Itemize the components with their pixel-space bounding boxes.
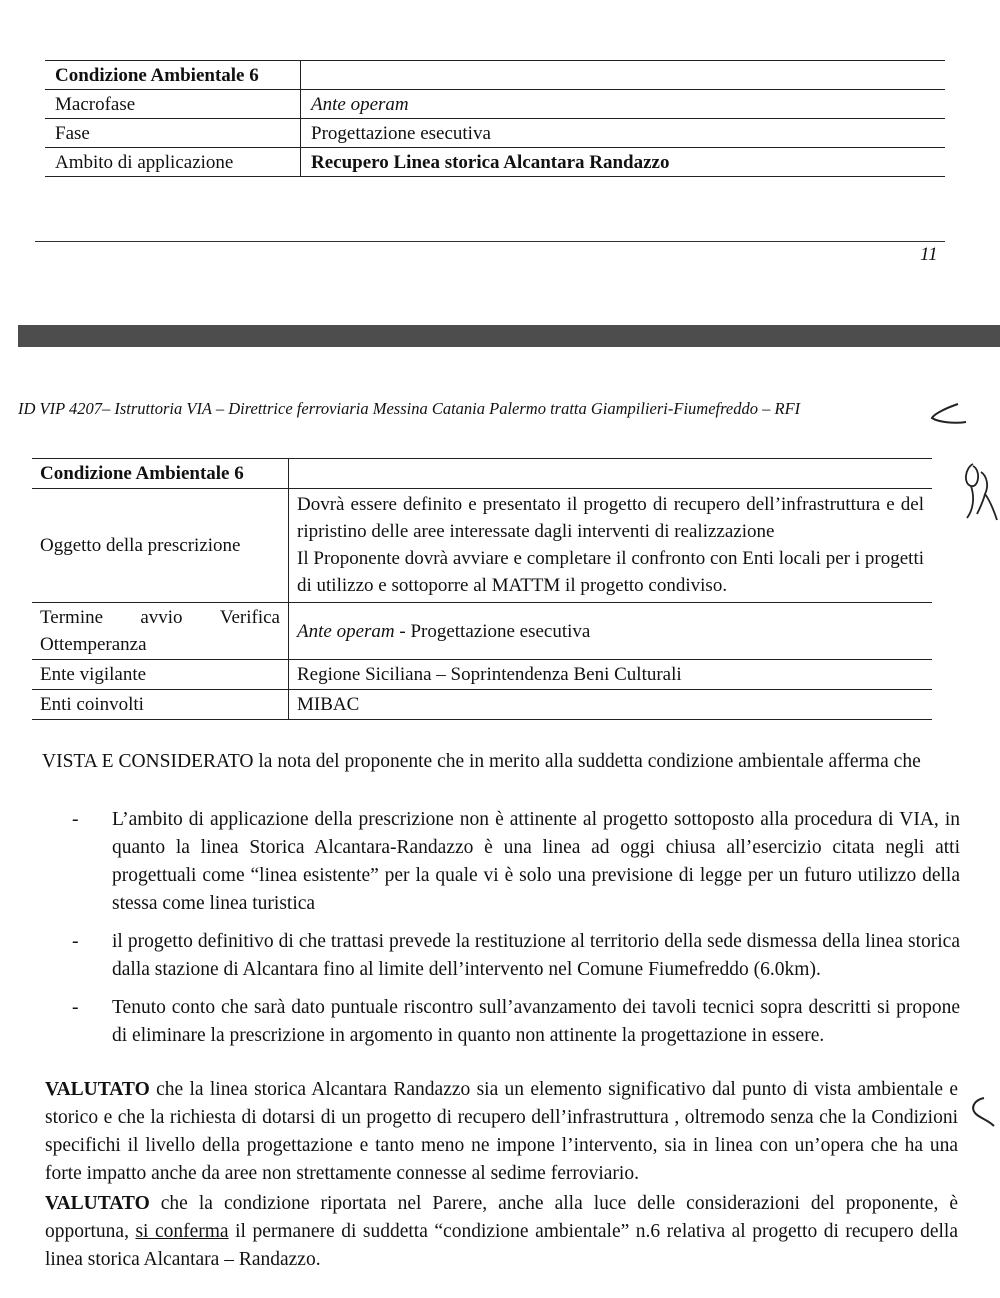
oggetto-text-1: Dovrà essere definito e presentato il progetto di recupero dell’infrastruttura e del ripristino delle aree interessate dagli interventi di realizzazione (297, 494, 924, 542)
row-value: Ante operam (311, 93, 409, 115)
list-item (60, 928, 960, 984)
row-value-rest: - Progettazione esecutiva (394, 620, 591, 642)
table-heading: Condizione Ambientale 6 (45, 61, 301, 90)
bullet-text: Tenuto conto che sarà dato puntuale riscontro sull’avanzamento dei tavoli tecnici sopra descritti si propone di eliminare la prescrizione in argomento in quanto non attinente la progettazione in essere. (112, 997, 960, 1046)
handwritten-mark (926, 400, 971, 430)
table-row (45, 119, 945, 148)
handwritten-signature (955, 458, 1000, 543)
bullet-marker: - (72, 931, 79, 952)
table-row (45, 148, 945, 177)
paragraph-text: il permanere di suddetta “condizione ambientale” n.6 relativa al progetto di recupero della linea storica Alcantara – Randazzo. (45, 1221, 958, 1270)
page-footer-rule (35, 241, 945, 242)
oggetto-text-2: Il Proponente dovrà avviare e completare il confronto con Enti locali per i progetti di utilizzo e sottoporre al MATTM il progetto condiviso. (297, 548, 924, 596)
bullet-marker: - (72, 997, 79, 1018)
bullet-list (60, 806, 960, 1060)
bullet-text: L’ambito di applicazione della prescrizione non è attinente al progetto sottoposto alla procedura di VIA, in quanto la linea Storica Alcantara-Randazzo è una linea ad oggi chiusa all’esercizio citata negli atti progettuali come “linea esistente” per la quale vi è solo una previsione di legge per un futuro utilizzo della stessa come linea turistica (112, 809, 960, 914)
condition-detail-table (32, 458, 932, 720)
row-value (289, 489, 933, 603)
label-word: Termine (40, 607, 104, 628)
table-row (32, 660, 932, 690)
table-heading: Condizione Ambientale 6 (32, 459, 289, 489)
row-value (289, 603, 933, 660)
table-row (45, 61, 945, 90)
row-value: Regione Siciliana – Soprintendenza Beni Culturali (297, 664, 682, 685)
row-value-italic: Ante operam (297, 620, 395, 642)
underlined-text: si conferma (135, 1221, 229, 1242)
row-label: Macrofase (45, 90, 301, 119)
row-label: Enti coinvolti (32, 690, 289, 720)
row-label: Fase (45, 119, 301, 148)
row-value: Progettazione esecutiva (311, 122, 491, 144)
row-label: Oggetto della prescrizione (32, 489, 289, 603)
page-separator-band (18, 325, 1000, 347)
bullet-marker: - (72, 809, 79, 830)
keyword-valutato: VALUTATO (45, 1193, 150, 1214)
paragraph-vista: VISTA E CONSIDERATO la nota del proponente che in merito alla suddetta condizione ambientale afferma che (42, 751, 921, 772)
paragraph-text: che la linea storica Alcantara Randazzo sia un elemento significativo dal punto di vista ambientale e storico e che la richiesta di dotarsi di un progetto di recupero dell’infrastruttura , oltremodo senza che la Condizioni specifichi il livello della progettazione e tanto meno ne impone l’intervento, sia in linea con un’opera che ha una forte impatto anche da aree non strettamente connesse al sedime ferroviario. (45, 1079, 958, 1184)
page-number: 11 (920, 244, 938, 265)
list-item (60, 806, 960, 918)
document-header: ID VIP 4207– Istruttoria VIA – Direttrice ferroviaria Messina Catania Palermo tratta Giampilieri-Fiumefreddo – RFI (18, 399, 801, 418)
label-word: Ottemperanza (40, 634, 147, 655)
row-label: Ambito di applicazione (45, 148, 301, 177)
handwritten-mark (960, 1092, 1000, 1132)
table-row (32, 603, 932, 660)
paragraph-text: che la condizione riportata nel Parere, anche alla luce delle considerazioni del proponente, è opportuna, (45, 1193, 958, 1242)
paragraph-valutato-1 (45, 1076, 958, 1188)
label-word: Verifica (219, 607, 280, 628)
keyword-valutato: VALUTATO (45, 1079, 150, 1100)
table-row (32, 459, 932, 489)
table-row (32, 690, 932, 720)
bullet-text: il progetto definitivo di che trattasi prevede la restituzione al territorio della sede dismessa della linea storica dalla stazione di Alcantara fino al limite dell’intervento nel Comune Fiumefreddo (6.0km). (112, 931, 960, 980)
row-label: Ente vigilante (32, 660, 289, 690)
label-word: avvio (140, 607, 183, 628)
row-value: Recupero Linea storica Alcantara Randazzo (311, 151, 670, 173)
list-item (60, 994, 960, 1050)
row-label (32, 603, 289, 660)
table-row (32, 489, 932, 603)
table-row (45, 90, 945, 119)
row-value: MIBAC (297, 694, 360, 715)
top-condition-table (45, 60, 945, 177)
paragraph-valutato-2 (45, 1190, 958, 1274)
